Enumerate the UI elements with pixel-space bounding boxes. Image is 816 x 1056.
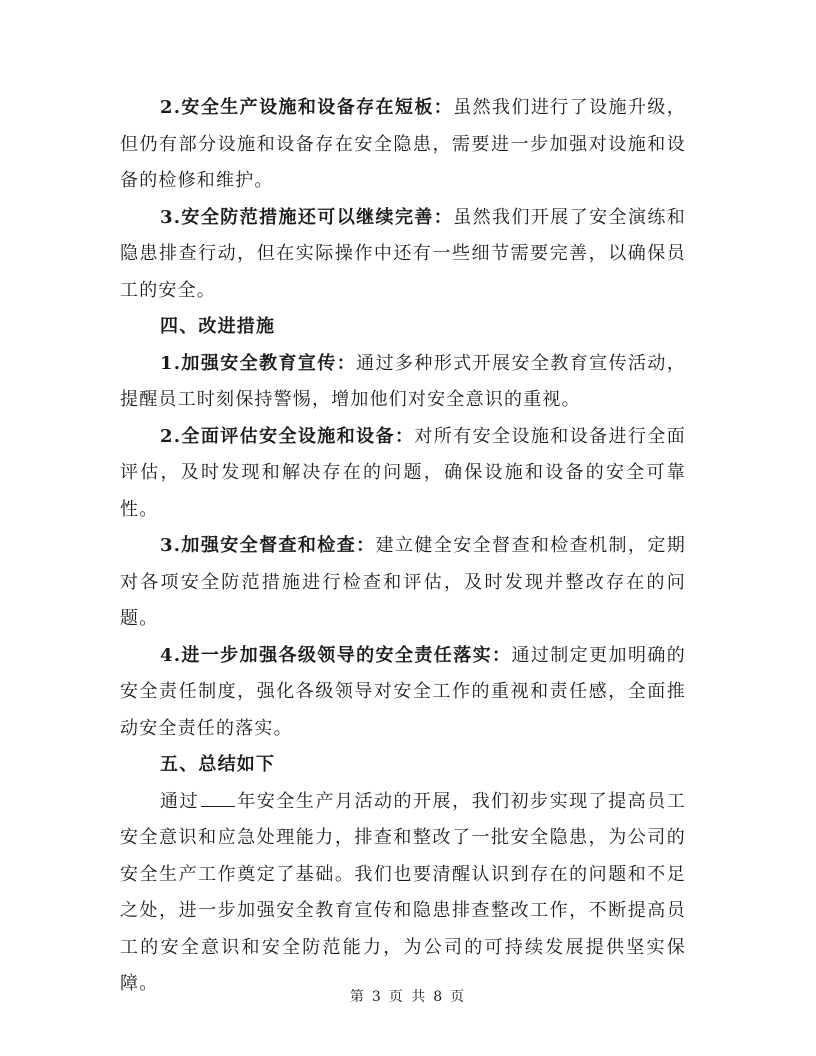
page-footer <box>0 986 816 1006</box>
section-heading-summary: 五、总结如下 <box>160 754 276 775</box>
item-text: 通过多种形式开展安全教育宣传活动，提醒员工时刻保持警惕，增加他们对安全意识的重视。 <box>120 352 686 410</box>
footer-prefix: 第 <box>349 989 366 1005</box>
paragraph-lead: 3.安全防范措施还可以继续完善： <box>160 206 454 228</box>
footer-suffix: 页 <box>450 989 467 1005</box>
paragraph-issue-3 <box>120 200 686 310</box>
paragraph-text: 虽然我们进行了设施升级，但仍有部分设施和设备存在安全隐患，需要进一步加强对设施和设备的检修和维护。 <box>120 97 686 191</box>
item-lead: 1.加强安全教育宣传： <box>160 352 357 374</box>
summary-text-start: 通过 <box>160 790 200 812</box>
improvement-item-1 <box>120 346 686 419</box>
year-blank-line <box>201 790 235 807</box>
paragraph-lead: 2.安全生产设施和设备存在短板： <box>160 97 454 118</box>
improvement-item-4 <box>120 638 686 748</box>
item-text: 通过制定更加明确的安全责任制度，强化各级领导对安全工作的重视和责任感，全面推动安全责任的落实。 <box>120 644 686 739</box>
footer-page-number: 3 <box>371 989 383 1005</box>
section-heading-improvements: 四、改进措施 <box>160 316 276 337</box>
footer-total-pages: 8 <box>433 989 445 1005</box>
improvement-item-2 <box>120 419 686 529</box>
summary-paragraph <box>120 784 686 1003</box>
item-lead: 2.全面评估安全设施和设备： <box>160 425 415 447</box>
paragraph-text: 虽然我们开展了安全演练和隐患排查行动，但在实际操作中还有一些细节需要完善，以确保员工的安全。 <box>120 206 686 301</box>
improvement-item-3 <box>120 528 686 638</box>
footer-middle: 页 共 <box>388 989 428 1005</box>
item-lead: 4.进一步加强各级领导的安全责任落实： <box>160 644 512 666</box>
item-text: 对所有安全设施和设备进行全面评估，及时发现和解决存在的问题，确保设施和设备的安全可靠性。 <box>120 425 686 520</box>
paragraph-issue-2 <box>120 90 686 200</box>
document-body <box>120 90 686 1003</box>
summary-text-rest: 年安全生产月活动的开展，我们初步实现了提高员工安全意识和应急处理能力，排查和整改了一批安全隐患，为公司的安全生产工作奠定了基础。我们也要清醒认识到存在的问题和不足之处，进一步加强安全教育宣传和隐患排查整改工作，不断提高员工的安全意识和安全防范能力，为公司的可持续发展提供坚实保障。 <box>120 790 686 994</box>
item-text: 建立健全安全督查和检查机制，定期对各项安全防范措施进行检查和评估，及时发现并整改存在的问题。 <box>120 535 686 629</box>
item-lead: 3.加强安全督查和检查： <box>160 535 376 556</box>
